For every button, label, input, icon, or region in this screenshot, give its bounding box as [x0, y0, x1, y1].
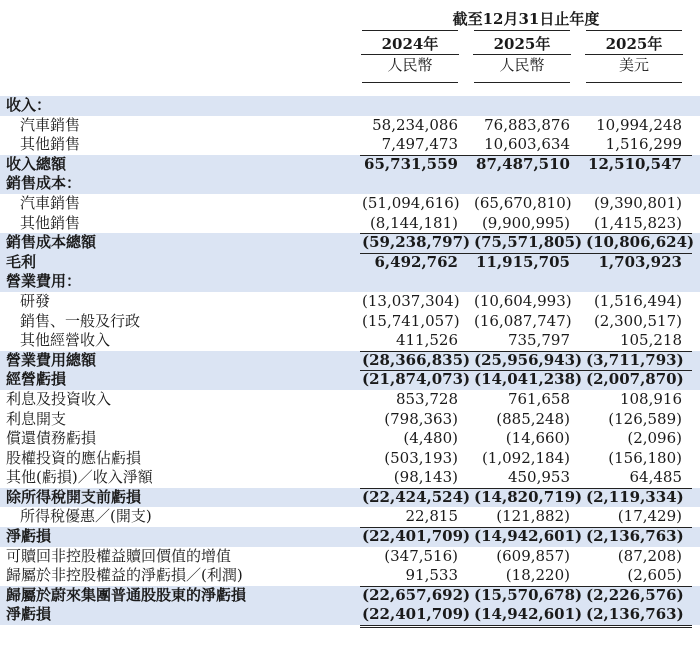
statement-row: [0, 566, 700, 586]
statement-row: [0, 116, 700, 136]
column-header-2025-usd: [585, 34, 683, 75]
statement-row: [0, 547, 700, 567]
row-value: (15,741,057): [362, 311, 460, 330]
statement-row: [0, 331, 700, 351]
statement-row: [0, 253, 700, 273]
row-value: (17,429): [617, 507, 682, 526]
statement-row: [0, 605, 700, 625]
statement-row: [0, 507, 700, 527]
row-label: 其他銷售: [20, 213, 81, 232]
row-value: 7,497,473: [381, 135, 458, 154]
header-rule: [362, 30, 458, 31]
row-label: 利息及投資收入: [6, 389, 112, 408]
row-value: 11,915,705: [476, 252, 570, 271]
row-value: (10,604,993): [474, 291, 572, 310]
row-value: (16,087,747): [474, 311, 572, 330]
row-value: (1,092,184): [481, 448, 570, 467]
row-label: 歸屬於蔚來集團普通股股東的淨虧損: [6, 585, 247, 604]
row-value: 22,815: [405, 507, 458, 526]
statement-row: [0, 390, 700, 410]
row-value: (126,589): [608, 409, 682, 428]
statement-row: [0, 410, 700, 430]
row-label: 營業費用：: [6, 272, 82, 291]
row-label: 汽車銷售: [20, 193, 81, 212]
statement-row: [0, 174, 700, 194]
header-bottom-rule: [586, 82, 682, 83]
row-label: 除所得稅開支前虧損: [6, 487, 142, 506]
row-value: (3,711,793): [586, 350, 684, 369]
row-value: (121,882): [496, 507, 570, 526]
row-value: (18,220): [505, 566, 570, 585]
row-value: (22,401,709): [362, 527, 471, 546]
column-currency: 人民幣: [473, 54, 571, 75]
row-label: 淨虧損: [6, 605, 52, 624]
row-value: 6,492,762: [374, 252, 458, 271]
row-value: (59,238,797): [362, 233, 471, 252]
row-value: (885,248): [496, 409, 570, 428]
row-value: (9,390,801): [593, 193, 682, 212]
row-value: 1,703,923: [598, 252, 682, 271]
row-value: 87,487,510: [476, 154, 570, 173]
column-header-2024-rmb: [361, 34, 459, 75]
row-value: (25,956,943): [474, 350, 583, 369]
row-value: (15,570,678): [474, 585, 583, 604]
row-label: 淨虧損: [6, 527, 52, 546]
column-currency: 人民幣: [361, 54, 459, 75]
row-value: (98,143): [393, 468, 458, 487]
row-value: (22,424,524): [362, 487, 471, 506]
row-value: 105,218: [619, 331, 682, 350]
row-label: 毛利: [6, 252, 37, 271]
row-value: (51,094,616): [362, 193, 460, 212]
row-value: 64,485: [629, 468, 682, 487]
row-value: (22,401,709): [362, 605, 471, 624]
row-label: 償還債務虧損: [6, 429, 97, 448]
statement-row: [0, 135, 700, 155]
row-value: 10,994,248: [596, 115, 682, 134]
row-value: 65,731,559: [364, 154, 458, 173]
column-currency: 美元: [585, 54, 683, 75]
row-value: (2,119,334): [586, 487, 684, 506]
row-value: 735,797: [507, 331, 570, 350]
row-value: (798,363): [384, 409, 458, 428]
row-value: (1,516,494): [593, 291, 682, 310]
header-bottom-rule: [474, 82, 570, 83]
statement-row: [0, 488, 700, 508]
row-value: 1,516,299: [605, 135, 682, 154]
statement-row: [0, 233, 700, 253]
row-value: (2,136,763): [586, 605, 684, 624]
statement-row: [0, 370, 700, 390]
row-value: (503,193): [384, 448, 458, 467]
row-value: (75,571,805): [474, 233, 583, 252]
row-value: 108,916: [619, 389, 682, 408]
row-label: 汽車銷售: [20, 115, 81, 134]
row-value: (21,874,073): [362, 370, 471, 389]
row-value: (10,806,624): [586, 233, 695, 252]
statement-row: [0, 429, 700, 449]
statement-row: [0, 351, 700, 371]
statement-row: [0, 449, 700, 469]
row-value: (2,007,870): [586, 370, 684, 389]
row-value: (22,657,692): [362, 585, 471, 604]
row-label: 營業費用總額: [6, 350, 97, 369]
statement-row: [0, 586, 700, 606]
row-label: 其他(虧損)／收入淨額: [6, 468, 153, 487]
statement-rows: [0, 96, 700, 625]
row-value: (2,136,763): [586, 527, 684, 546]
row-value: (14,942,601): [474, 605, 583, 624]
row-value: (2,226,576): [586, 585, 684, 604]
row-label: 收入總額: [6, 154, 67, 173]
row-value: 761,658: [507, 389, 570, 408]
statement-row: [0, 155, 700, 175]
statement-row: [0, 468, 700, 488]
column-year: 2025年: [605, 35, 663, 53]
statement-row: [0, 527, 700, 547]
row-label: 經營虧損: [6, 370, 67, 389]
row-label: 收入：: [6, 96, 52, 114]
statement-row: [0, 272, 700, 292]
row-value: (609,857): [496, 546, 570, 565]
row-value: 853,728: [395, 389, 458, 408]
row-value: (14,041,238): [474, 370, 583, 389]
row-label: 其他銷售: [20, 135, 81, 154]
period-heading: 截至12月31日止年度: [452, 10, 600, 28]
row-value: (14,660): [505, 429, 570, 448]
column-header-2025-rmb: [473, 34, 571, 75]
row-label: 可贖回非控股權益贖回價值的增值: [6, 546, 232, 565]
statement-row: [0, 292, 700, 312]
row-value: 91,533: [405, 566, 458, 585]
row-value: 450,953: [507, 468, 570, 487]
row-value: 12,510,547: [588, 154, 682, 173]
row-value: (2,300,517): [593, 311, 682, 330]
statement-row: [0, 312, 700, 332]
header-rule: [474, 30, 570, 31]
row-value: 411,526: [395, 331, 458, 350]
row-label: 歸屬於非控股權益的淨虧損／(利潤): [6, 566, 243, 585]
row-label: 股權投資的應佔虧損: [6, 448, 142, 467]
row-value: (8,144,181): [369, 213, 458, 232]
column-year: 2024年: [381, 35, 439, 53]
row-value: (2,096): [627, 429, 682, 448]
row-value: (4,480): [403, 429, 458, 448]
row-value: (347,516): [384, 546, 458, 565]
row-value: (14,820,719): [474, 487, 583, 506]
row-label: 銷售成本：: [6, 174, 82, 193]
row-value: (13,037,304): [362, 291, 460, 310]
row-label: 研發: [20, 291, 51, 310]
header-bottom-rule: [362, 82, 458, 83]
row-value: (156,180): [608, 448, 682, 467]
statement-row: [0, 96, 700, 116]
row-value: 58,234,086: [372, 115, 458, 134]
row-value: 10,603,634: [484, 135, 570, 154]
row-value: (87,208): [617, 546, 682, 565]
row-value: 76,883,876: [484, 115, 570, 134]
statement-row: [0, 194, 700, 214]
row-label: 銷售成本總額: [6, 233, 97, 252]
row-label: 利息開支: [6, 409, 67, 428]
row-value: (14,942,601): [474, 527, 583, 546]
row-label: 所得稅優惠／(開支): [20, 507, 152, 526]
column-year: 2025年: [493, 35, 551, 53]
row-label: 銷售、一般及行政: [20, 311, 141, 330]
row-value: (9,900,995): [481, 213, 570, 232]
row-value: (2,605): [627, 566, 682, 585]
header-rule: [586, 30, 682, 31]
statement-row: [0, 214, 700, 234]
row-label: 其他經營收入: [20, 331, 111, 350]
row-value: (28,366,835): [362, 350, 471, 369]
row-value: (1,415,823): [593, 213, 682, 232]
row-value: (65,670,810): [474, 193, 572, 212]
